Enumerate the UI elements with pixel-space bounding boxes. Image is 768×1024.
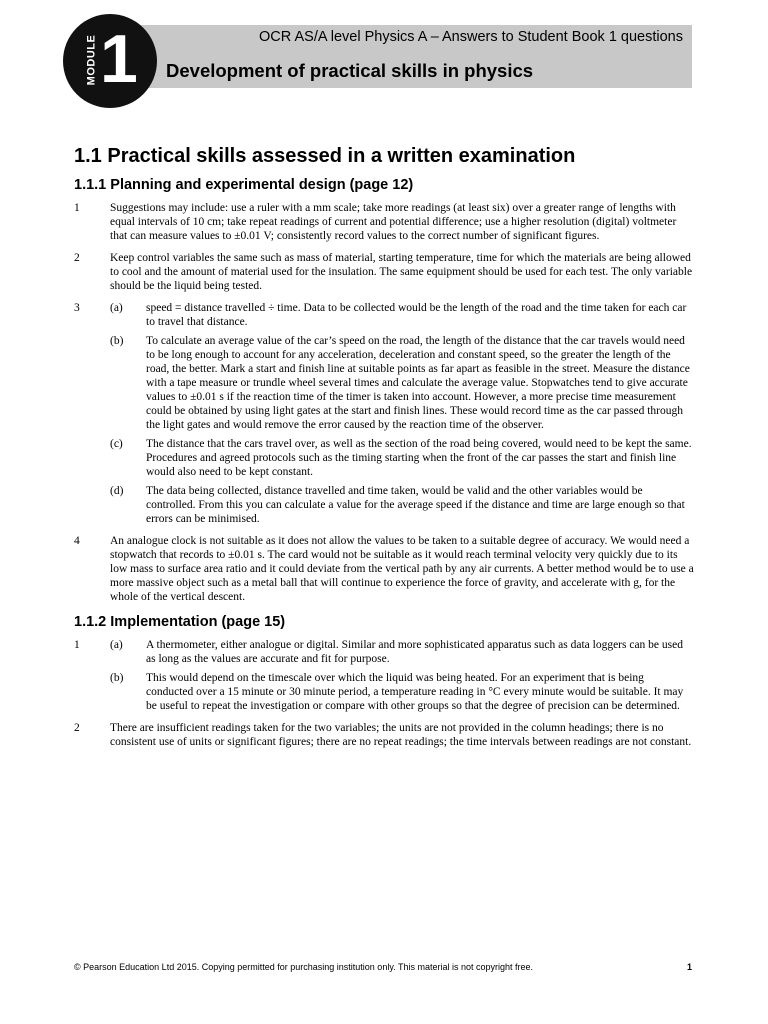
question-number: 2	[74, 252, 80, 264]
part-label: (a)	[110, 639, 123, 651]
answer-text: An analogue clock is not suitable as it does not allow the values to be taken to a suitable degree of accuracy. We would need a stopwatch that records to ±0.01 s. The card would not be suitable as it would reach terminal velocity very quickly due to its low mass to surface area ratio and it could deviate from the vertical path by any air currents. A better method would be to use a more massive object such as a metal ball that will continue to experience the force of gravity, and accelerate with g, for the whole of the vertical descent.	[110, 535, 694, 603]
question-number: 4	[74, 535, 80, 547]
module-number: 1	[100, 21, 138, 97]
part-text: The data being collected, distance travelled and time taken, would be valid and the other variables would be controlled. From this you can calculate a value for the average speed if the distance and time are large enough so that errors can be minimised.	[146, 485, 685, 525]
subsection-title: 1.1.1 Planning and experimental design (page 12)	[74, 177, 414, 193]
question-item	[74, 201, 694, 243]
answer-part	[110, 334, 694, 432]
question-item	[74, 251, 694, 293]
section-title: 1.1 Practical skills assessed in a written examination	[74, 145, 576, 167]
part-label: (c)	[110, 438, 123, 450]
chapter-title: Development of practical skills in physics	[166, 60, 534, 81]
question-number: 2	[74, 722, 80, 734]
answer-part	[110, 671, 694, 713]
part-text: This would depend on the timescale over which the liquid was being heated. For an experiment that is being conducted over a 15 minute or 30 minute period, a temperature reading in °C every minute would be suitable. It may be useful to repeat the investigation or compare with other groups so that the degree of precision can be determined.	[146, 672, 684, 712]
part-text: The distance that the cars travel over, as well as the section of the road being covered, would need to be kept the same. Procedures and agreed protocols such as the timing starting when the front of the car passes the start and finish line would also need to be kept constant.	[146, 438, 692, 478]
answer-part	[110, 484, 694, 526]
answer-text: Suggestions may include: use a ruler with a mm scale; take more readings (at least six) over a greater range of lengths with equal intervals of 10 cm; take repeat readings of current and potential difference; use a higher resolution (digital) voltmeter that can measure values to ±0.01 V; consistently record values to the correct number of significant figures.	[110, 202, 677, 242]
part-text: A thermometer, either analogue or digital. Similar and more sophisticated apparatus such as data loggers can be used as long as the values are accurate and fit for purpose.	[146, 639, 683, 665]
answer-part	[110, 301, 694, 329]
module-label	[82, 30, 100, 90]
part-text: speed = distance travelled ÷ time. Data to be collected would be the length of the road and the time taken for each car to travel that distance.	[146, 302, 687, 328]
question-number: 3	[74, 302, 80, 314]
copyright-notice: © Pearson Education Ltd 2015. Copying permitted for purchasing institution only. This material is not copyright free.	[74, 962, 534, 972]
page-footer	[74, 962, 692, 972]
answer-part	[110, 638, 694, 666]
answer-text: Keep control variables the same such as mass of material, starting temperature, time for which the materials are being allowed to cool and the amount of material used for the insulation. The same equipment should be used for each test. The only variable should be the liquid being tested.	[110, 252, 693, 292]
answer-text: There are insufficient readings taken for the two variables; the units are not provided in the column headings; there is no consistent use of units or significant figures; there are no repeat readings; the time intervals between readings are not constant.	[110, 722, 692, 748]
part-label: (b)	[110, 672, 124, 684]
part-label: (d)	[110, 485, 124, 497]
question-item	[74, 534, 694, 604]
question-number: 1	[74, 202, 80, 214]
course-title: OCR AS/A level Physics A – Answers to Student Book 1 questions	[259, 29, 683, 45]
question-item	[74, 638, 694, 713]
part-label: (a)	[110, 302, 123, 314]
module-word: MODULE	[85, 34, 98, 86]
page-number: 1	[686, 962, 692, 972]
subsection-title: 1.1.2 Implementation (page 15)	[74, 614, 286, 630]
question-number: 1	[74, 639, 80, 651]
part-text: To calculate an average value of the car’s speed on the road, the length of the distance that the car travels would need to be long enough to account for any acceleration, deceleration and constant speed, so the greater the length of the road, the better. Mark a start and finish line at suitable points as far apart as feasible in the street. Measure the distance with a tape measure or trundle wheel several times and calculate the average value. Stopwatches tend to give accurate values to ±0.01 s if the reaction time of the timer is taken into account. However, a more precise time measurement could be obtained by using light gates at the start and finish lines. These would record time as the car passed through the light gates and would remove the error caused by the reaction time of the observer.	[146, 335, 690, 431]
main-content	[74, 145, 694, 757]
question-item	[74, 721, 694, 749]
answer-part	[110, 437, 694, 479]
question-item	[74, 301, 694, 526]
part-label: (b)	[110, 335, 124, 347]
